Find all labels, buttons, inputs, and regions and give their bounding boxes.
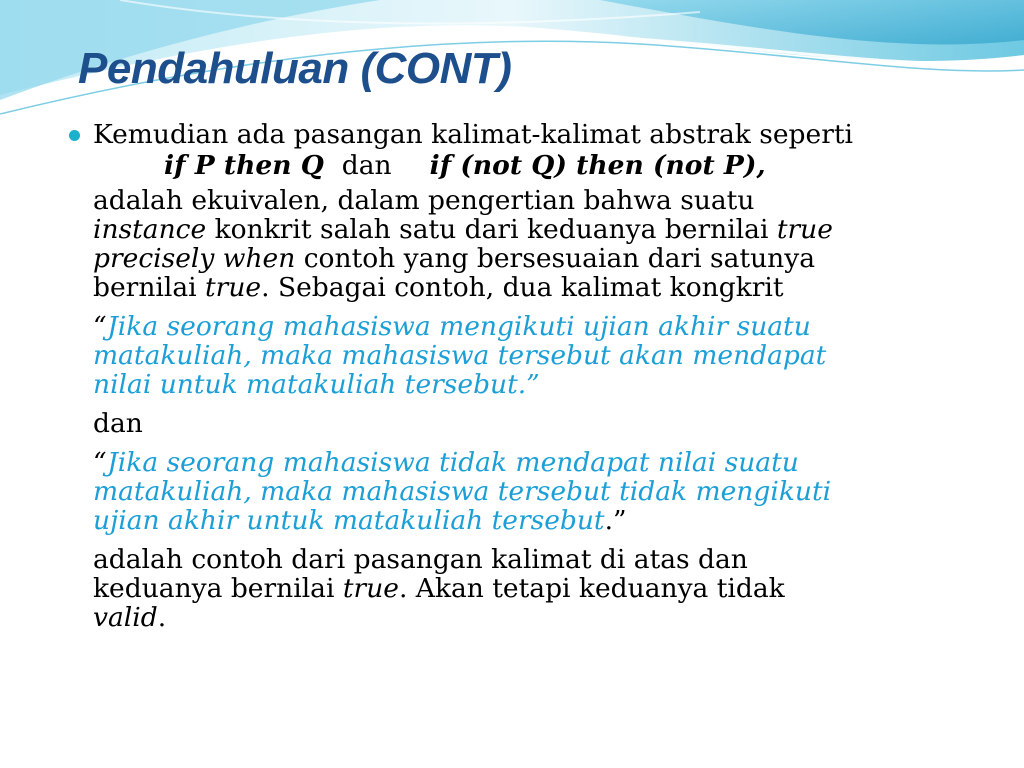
para1-precisely-when: precisely when (93, 243, 296, 274)
para2-line1: adalah contoh dari pasangan kalimat di atas dan (93, 544, 748, 575)
para1-line4 (93, 273, 966, 302)
para2-line2-pre: keduanya bernilai (93, 573, 343, 604)
quote2-line1 (93, 448, 966, 477)
quote1-line1-text: Jika seorang mahasiswa mengikuti ujian akhir suatu (107, 311, 811, 342)
quote2-open-mark: “ (93, 447, 108, 478)
para2-line3 (93, 603, 966, 632)
quote2-line3-text: ujian akhir untuk matakuliah tersebut (93, 505, 605, 536)
para1-true: true (776, 214, 833, 245)
quote2-line3 (93, 506, 966, 535)
quote-example-1 (66, 312, 966, 399)
para1-line4-true: true (205, 272, 262, 303)
paragraph-equivalence (66, 186, 966, 302)
formula-line (66, 151, 966, 180)
bullet-lead-text: Kemudian ada pasangan kalimat-kalimat abstrak seperti (93, 119, 853, 150)
para1-line2-rest: konkrit salah satu dari keduanya bernilai (206, 214, 777, 245)
quote2-close-mark: .” (604, 505, 627, 536)
para2-line3-rest: . (157, 602, 167, 633)
para2-line2-rest: . Akan tetapi keduanya tidak (398, 573, 785, 604)
para1-line2 (93, 215, 966, 244)
slide-title: Pendahuluan (CONT) (78, 44, 512, 93)
formula-connector: dan (341, 150, 392, 181)
quote-example-2 (66, 448, 966, 535)
bullet-dot-icon (69, 130, 80, 141)
para1-line1: adalah ekuivalen, dalam pengertian bahwa suatu (93, 185, 755, 216)
formula-right: if (not Q) then (not P), (429, 150, 766, 181)
para2-valid: valid (93, 602, 158, 633)
para1-line4-pre: bernilai (93, 272, 206, 303)
para1-line3-rest: contoh yang bersesuaian dari satunya (295, 243, 816, 274)
connector-dan: dan (93, 408, 143, 439)
paragraph-conclusion (66, 545, 966, 632)
formula-left: if P then Q (164, 150, 324, 181)
para1-line4-rest: . Sebagai contoh, dua kalimat kongkrit (261, 272, 784, 303)
para1-instance: instance (93, 214, 207, 245)
para2-true: true (342, 573, 399, 604)
slide-body (66, 120, 966, 632)
quote2-line2: matakuliah, maka mahasiswa tersebut tidak mengikuti (93, 476, 832, 507)
bullet-item (66, 120, 966, 149)
quote1-line2: matakuliah, maka mahasiswa tersebut akan mendapat (93, 340, 827, 371)
quote1-line1 (93, 312, 966, 341)
para1-line3 (93, 244, 966, 273)
para2-line2 (93, 574, 966, 603)
quote1-open-mark: “ (93, 311, 108, 342)
quote2-line1-text: Jika seorang mahasiswa tidak mendapat nilai suatu (107, 447, 799, 478)
quote1-line3: nilai untuk matakuliah tersebut.” (93, 369, 540, 400)
